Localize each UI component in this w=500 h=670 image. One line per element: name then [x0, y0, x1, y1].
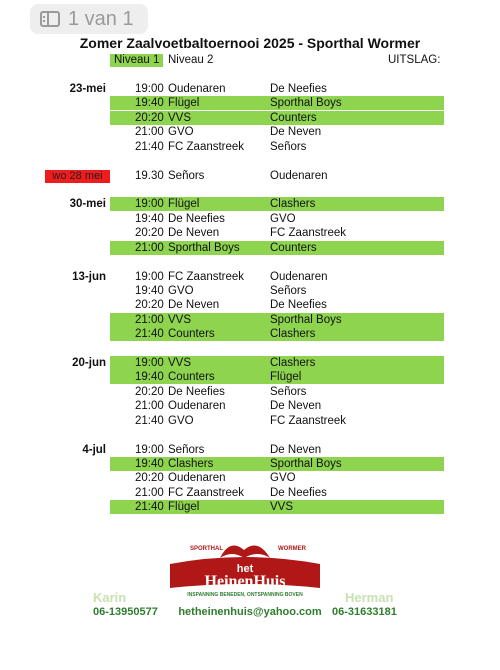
away-team: De Neefies	[270, 486, 327, 499]
home-team: Oudenaren	[168, 400, 226, 413]
legend-level-1: Niveau 1	[110, 54, 163, 67]
match-row	[110, 443, 444, 457]
home-team: FC Zaanstreek	[168, 486, 245, 499]
logo-top-left-text: SPORTHAL	[190, 546, 223, 552]
home-team: GVO	[168, 414, 194, 427]
viewer-toolbar	[0, 0, 500, 34]
away-team: Oudenaren	[270, 169, 328, 182]
home-team: De Neven	[168, 299, 220, 312]
match-row	[110, 284, 444, 298]
home-team: Counters	[168, 328, 215, 341]
page-indicator[interactable]	[30, 4, 148, 34]
home-team: Señors	[168, 443, 205, 456]
away-team: Counters	[270, 111, 317, 124]
home-team: De Neven	[168, 227, 220, 240]
match-time: 19:40	[135, 284, 164, 297]
match-time: 21:00	[135, 486, 164, 499]
match-time: 21:40	[135, 328, 164, 341]
away-team: Flügel	[270, 371, 302, 384]
logo-het-text: het	[236, 563, 254, 575]
away-team: Oudenaren	[270, 270, 328, 283]
logo-main-text: HeinenHuis	[204, 573, 286, 590]
match-row	[110, 82, 444, 96]
match-time: 19:00	[135, 83, 164, 95]
contact-right-phone: 06-31633181	[332, 606, 397, 618]
match-time: 21:40	[135, 140, 164, 153]
match-row	[110, 241, 444, 255]
away-team: Clashers	[270, 198, 316, 211]
match-date: 23-mei	[69, 83, 106, 95]
match-row	[110, 226, 444, 240]
match-time: 20:20	[135, 111, 164, 124]
match-row	[110, 313, 444, 327]
match-row	[110, 500, 444, 514]
away-team: VVS	[270, 501, 294, 514]
away-team: De Neefies	[270, 83, 327, 95]
match-row	[110, 414, 444, 428]
away-team: GVO	[270, 212, 296, 225]
home-team: GVO	[168, 284, 194, 297]
home-team: Oudenaren	[168, 83, 226, 95]
match-row	[110, 212, 444, 226]
match-row	[110, 327, 444, 341]
away-team: Sporthal Boys	[270, 457, 342, 470]
home-team: FC Zaanstreek	[168, 270, 245, 283]
match-time: 19.30	[135, 169, 164, 182]
home-team: Sporthal Boys	[168, 241, 240, 254]
away-team: FC Zaanstreek	[270, 227, 347, 240]
match-date: 13-jun	[72, 270, 106, 283]
away-team: De Neven	[270, 126, 322, 139]
document-title: Zomer Zaalvoetbaltoernooi 2025 - Sporthal Wormer	[79, 35, 421, 51]
away-team: Counters	[270, 241, 317, 254]
home-team: Oudenaren	[168, 472, 226, 485]
match-time: 19:00	[135, 357, 164, 369]
match-time: 19:40	[135, 457, 164, 470]
match-time: 21:40	[135, 414, 164, 427]
match-time: 20:20	[135, 299, 164, 312]
away-team: De Neven	[270, 400, 322, 413]
legend-level-2: Niveau 2	[168, 54, 214, 66]
match-date: wo 28 mei	[45, 170, 110, 183]
match-row	[110, 457, 444, 471]
match-time: 21:00	[135, 400, 164, 413]
match-row	[110, 169, 444, 183]
match-date: 30-mei	[69, 198, 106, 211]
match-row	[110, 370, 444, 384]
sidebar-toggle-icon[interactable]	[40, 11, 60, 27]
home-team: VVS	[168, 111, 192, 124]
match-row	[110, 270, 444, 284]
home-team: Señors	[168, 169, 205, 182]
match-row	[110, 385, 444, 399]
match-row	[110, 140, 444, 154]
away-team: Señors	[270, 284, 307, 297]
match-time: 19:00	[135, 443, 164, 456]
logo-tagline-text: INSPANNING BENEDEN, ONTSPANNING BOVEN	[187, 592, 303, 598]
away-team: De Neefies	[270, 299, 327, 312]
home-team: Clashers	[168, 457, 214, 470]
away-team: Señors	[270, 140, 307, 153]
match-time: 20:20	[135, 385, 164, 398]
home-team: VVS	[168, 357, 192, 369]
heinenhuis-logo	[160, 536, 330, 606]
match-time: 19:00	[135, 270, 164, 283]
match-time: 20:20	[135, 227, 164, 240]
page-count-label: 1 van 1	[68, 7, 134, 30]
away-team: Señors	[270, 385, 307, 398]
contact-email: hetheinenhuis@yahoo.com	[178, 606, 322, 618]
contact-right-name: Herman	[345, 590, 394, 605]
home-team: De Neefies	[168, 385, 225, 398]
match-time: 21:00	[135, 241, 164, 254]
match-date: 4-jul	[82, 443, 106, 456]
match-row	[110, 298, 444, 312]
logo-top-right-text: WORMER	[278, 546, 306, 552]
result-header: UITSLAG:	[388, 54, 441, 66]
match-time: 19:40	[135, 212, 164, 225]
match-time: 20:20	[135, 472, 164, 485]
home-team: Flügel	[168, 198, 200, 211]
home-team: Counters	[168, 371, 215, 384]
home-team: Flügel	[168, 97, 200, 110]
match-row	[110, 356, 444, 370]
away-team: Clashers	[270, 357, 316, 369]
home-team: FC Zaanstreek	[168, 140, 245, 153]
home-team: Flügel	[168, 501, 200, 514]
match-time: 19:00	[135, 198, 164, 211]
away-team: Sporthal Boys	[270, 313, 342, 326]
match-row	[110, 96, 444, 110]
match-row	[110, 125, 444, 139]
away-team: FC Zaanstreek	[270, 414, 347, 427]
away-team: De Neven	[270, 443, 322, 456]
contact-left-name: Karin	[93, 590, 127, 605]
match-row	[110, 471, 444, 485]
match-time: 19:40	[135, 371, 164, 384]
match-time: 21:40	[135, 501, 164, 514]
match-time: 19:40	[135, 97, 164, 110]
match-date: 20-jun	[72, 357, 106, 369]
home-team: GVO	[168, 126, 194, 139]
match-row	[110, 197, 444, 211]
away-team: Clashers	[270, 328, 316, 341]
home-team: VVS	[168, 313, 192, 326]
contact-left-phone: 06-13950577	[93, 606, 158, 618]
away-team: GVO	[270, 472, 296, 485]
match-row	[110, 399, 444, 413]
home-team: De Neefies	[168, 212, 225, 225]
match-time: 21:00	[135, 313, 164, 326]
match-row	[110, 486, 444, 500]
match-time: 21:00	[135, 126, 164, 139]
match-row	[110, 111, 444, 125]
away-team: Sporthal Boys	[270, 97, 342, 110]
